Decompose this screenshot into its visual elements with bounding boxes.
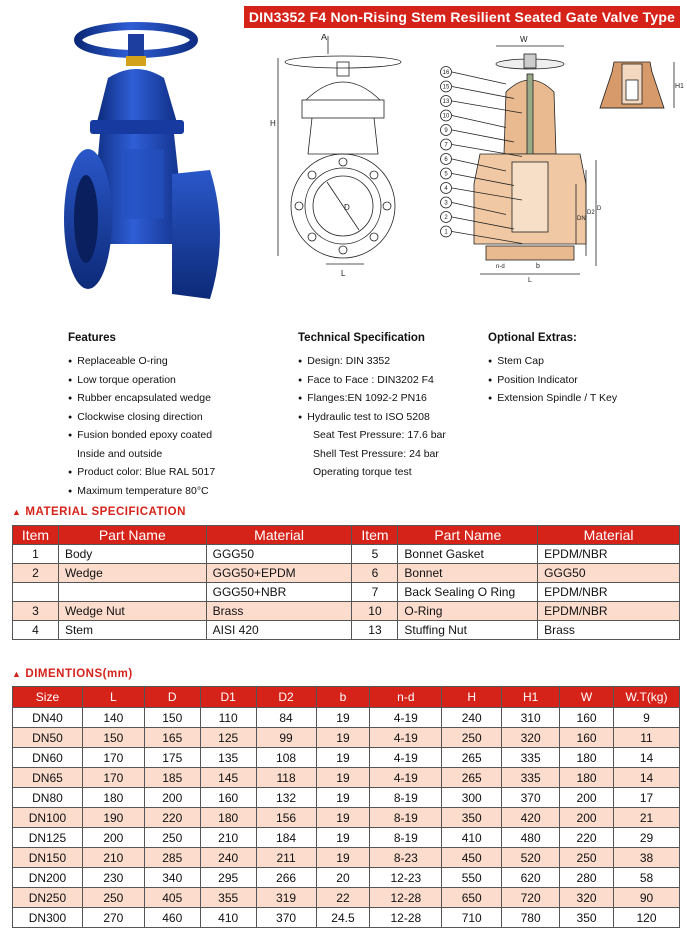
tech-spec-list: [298, 352, 446, 482]
triangle-icon: ▲: [12, 507, 22, 517]
dimensions-cell: 335: [502, 748, 560, 768]
dimensions-cell: 720: [502, 888, 560, 908]
table-row: [13, 602, 680, 621]
material-cell: Bonnet: [398, 564, 538, 583]
material-header-cell: Part Name: [58, 526, 206, 545]
dimensions-cell: 285: [144, 848, 200, 868]
dimensions-cell: 250: [144, 828, 200, 848]
valve-section-drawing: [436, 34, 604, 284]
dimensions-cell: 319: [256, 888, 316, 908]
optional-extras-list: [488, 352, 617, 408]
dimensions-cell: 165: [144, 728, 200, 748]
table-row: [13, 888, 680, 908]
dimensions-cell: 156: [256, 808, 316, 828]
material-cell: 6: [352, 564, 398, 583]
dimensions-cell: 450: [442, 848, 502, 868]
material-cell: 5: [352, 545, 398, 564]
dimensions-cell: 19: [316, 828, 370, 848]
callout-number: 6: [444, 157, 448, 164]
features-section: [68, 332, 215, 500]
dimensions-cell: 125: [200, 728, 256, 748]
dimensions-cell: 20: [316, 868, 370, 888]
dimensions-cell: DN125: [13, 828, 83, 848]
dimensions-header-cell: Size: [13, 687, 83, 708]
dimensions-cell: 265: [442, 748, 502, 768]
dimensions-cell: 250: [560, 848, 614, 868]
callout-number: 2: [444, 215, 448, 222]
extras-item: ● Stem Cap: [488, 352, 617, 371]
material-cell: EPDM/NBR: [538, 583, 680, 602]
dim-label-dn: DN: [577, 216, 586, 222]
callout-leader: [452, 87, 514, 99]
dimensions-cell: 11: [613, 728, 679, 748]
callout-number: 7: [444, 142, 448, 149]
tech-item: Shell Test Pressure: 24 bar: [313, 447, 439, 460]
dimensions-cell: 405: [144, 888, 200, 908]
tech-item: ● Flanges:EN 1092-2 PN16: [298, 389, 446, 408]
dim-label-l: L: [528, 277, 532, 284]
table-row: [13, 564, 680, 583]
dimensions-cell: 180: [82, 788, 144, 808]
callout-number: 4: [444, 186, 448, 193]
dimensions-cell: 710: [442, 908, 502, 928]
valve-photo: [60, 14, 230, 306]
material-cell: 4: [13, 621, 59, 640]
dimensions-header-cell: D2: [256, 687, 316, 708]
dimensions-cell: 350: [442, 808, 502, 828]
callout-number: 1: [444, 229, 448, 236]
dimensions-cell: 175: [144, 748, 200, 768]
dim-label-nd: n-d: [496, 264, 505, 270]
dimensions-cell: 19: [316, 808, 370, 828]
material-cell: O-Ring: [398, 602, 538, 621]
table-row: [13, 621, 680, 640]
table-row: [13, 708, 680, 728]
dimensions-cell: 180: [560, 748, 614, 768]
extras-item: ● Extension Spindle / T Key: [488, 389, 617, 408]
material-cell: Wedge: [58, 564, 206, 583]
dimensions-cell: 160: [560, 708, 614, 728]
dimensions-cell: 135: [200, 748, 256, 768]
material-cell: GGG50+EPDM: [206, 564, 352, 583]
dimensions-cell: 4-19: [370, 768, 442, 788]
dimensions-cell: 4-19: [370, 728, 442, 748]
features-item: ● Rubber encapsulated wedge: [68, 389, 215, 408]
dimensions-cell: 160: [560, 728, 614, 748]
dimensions-cell: 118: [256, 768, 316, 788]
dimensions-cell: 19: [316, 768, 370, 788]
dimensions-cell: 14: [613, 768, 679, 788]
material-cell: Brass: [206, 602, 352, 621]
material-header-cell: Item: [352, 526, 398, 545]
dimensions-cell: 355: [200, 888, 256, 908]
tech-item: Seat Test Pressure: 17.6 bar: [313, 429, 446, 441]
dimensions-cell: 9: [613, 708, 679, 728]
valve-front-drawing: [248, 34, 434, 284]
dimensions-cell: 250: [442, 728, 502, 748]
dimensions-cell: 410: [442, 828, 502, 848]
dimensions-cell: 38: [613, 848, 679, 868]
material-cell: Back Sealing O Ring: [398, 583, 538, 602]
dimensions-cell: 14: [613, 748, 679, 768]
dim-label-a: A: [321, 34, 328, 42]
dimensions-cell: 110: [200, 708, 256, 728]
dimensions-title-text: DIMENTIONS(mm): [25, 668, 133, 680]
material-header-cell: Material: [538, 526, 680, 545]
callout-leader: [452, 72, 506, 84]
dimensions-cell: 310: [502, 708, 560, 728]
dimensions-cell: 180: [200, 808, 256, 828]
dimensions-cell: 99: [256, 728, 316, 748]
material-cell: 3: [13, 602, 59, 621]
table-row: [13, 748, 680, 768]
material-cell: GGG50+NBR: [206, 583, 352, 602]
material-cell: GGG50: [538, 564, 680, 583]
table-row: [13, 545, 680, 564]
triangle-icon: ▲: [12, 669, 22, 679]
dimensions-header-cell: b: [316, 687, 370, 708]
callout-number: 3: [444, 200, 448, 207]
dimensions-cell: 520: [502, 848, 560, 868]
dimensions-cell: DN300: [13, 908, 83, 928]
table-row: [13, 808, 680, 828]
dimensions-header-cell: H: [442, 687, 502, 708]
dimensions-cell: 780: [502, 908, 560, 928]
dimensions-cell: 132: [256, 788, 316, 808]
dimensions-cell: 90: [613, 888, 679, 908]
dimensions-cell: 220: [144, 808, 200, 828]
dimensions-cell: 29: [613, 828, 679, 848]
material-spec-table: [12, 525, 680, 640]
dimensions-cell: 300: [442, 788, 502, 808]
table-row: [13, 868, 680, 888]
tech-item: Operating torque test: [313, 466, 412, 478]
dimensions-cell: 190: [82, 808, 144, 828]
table-row: [13, 788, 680, 808]
page-title: DIN3352 F4 Non-Rising Stem Resilient Seated Gate Valve Type B: [244, 6, 680, 28]
callout-leader: [452, 116, 506, 128]
dimensions-cell: 210: [82, 848, 144, 868]
dimensions-cell: 420: [502, 808, 560, 828]
dimensions-cell: 170: [82, 768, 144, 788]
extras-item: ● Position Indicator: [488, 371, 617, 390]
dimensions-cell: 8-19: [370, 788, 442, 808]
material-cell: Stuffing Nut: [398, 621, 538, 640]
callout-number: 16: [442, 70, 450, 77]
dimensions-cell: 12-23: [370, 868, 442, 888]
dimensions-cell: 550: [442, 868, 502, 888]
material-cell: 10: [352, 602, 398, 621]
dimensions-cell: 650: [442, 888, 502, 908]
dimensions-cell: 266: [256, 868, 316, 888]
callout-number: 10: [442, 113, 450, 120]
dimensions-cell: 240: [442, 708, 502, 728]
material-cell: EPDM/NBR: [538, 545, 680, 564]
tech-item: ● Face to Face : DIN3202 F4: [298, 371, 446, 390]
dimensions-cell: 340: [144, 868, 200, 888]
dimensions-cell: 200: [560, 808, 614, 828]
dimensions-cell: 200: [82, 828, 144, 848]
dimensions-cell: 120: [613, 908, 679, 928]
dimensions-cell: 370: [256, 908, 316, 928]
dim-label-h: H: [270, 119, 276, 128]
material-header-cell: Material: [206, 526, 352, 545]
dimensions-cell: DN100: [13, 808, 83, 828]
material-spec-title: [12, 506, 186, 518]
dimensions-cell: DN80: [13, 788, 83, 808]
dimensions-cell: 170: [82, 748, 144, 768]
dimensions-cell: 460: [144, 908, 200, 928]
material-cell: [58, 583, 206, 602]
dimensions-cell: 620: [502, 868, 560, 888]
dimensions-cell: 240: [200, 848, 256, 868]
dimensions-cell: 220: [560, 828, 614, 848]
dimensions-cell: 185: [144, 768, 200, 788]
dimensions-cell: 8-23: [370, 848, 442, 868]
dimensions-cell: 160: [200, 788, 256, 808]
dimensions-cell: 184: [256, 828, 316, 848]
table-row: [13, 728, 680, 748]
dimensions-cell: 4-19: [370, 708, 442, 728]
dimensions-header-cell: D: [144, 687, 200, 708]
dimensions-cell: 24.5: [316, 908, 370, 928]
dimensions-cell: 19: [316, 728, 370, 748]
dimensions-title: [12, 668, 133, 680]
dimensions-header-cell: W.T(kg): [613, 687, 679, 708]
tech-item: ● Hydraulic test to ISO 5208: [298, 408, 446, 427]
dimensions-cell: 19: [316, 788, 370, 808]
dimensions-cell: 200: [144, 788, 200, 808]
material-cell: Bonnet Gasket: [398, 545, 538, 564]
material-header-cell: Part Name: [398, 526, 538, 545]
dimensions-cell: 230: [82, 868, 144, 888]
dimensions-header-cell: L: [82, 687, 144, 708]
material-cell: Stem: [58, 621, 206, 640]
dim-label-d2: D2: [587, 210, 595, 216]
dimensions-cell: 320: [502, 728, 560, 748]
dim-label-d: D: [344, 203, 350, 212]
dimensions-header-cell: n-d: [370, 687, 442, 708]
features-item: ● Low torque operation: [68, 371, 215, 390]
features-item: ● Maximum temperature 80°C: [68, 482, 215, 501]
material-cell: EPDM/NBR: [538, 602, 680, 621]
material-header-cell: Item: [13, 526, 59, 545]
dimensions-cell: 58: [613, 868, 679, 888]
features-item: ● Replaceable O-ring: [68, 352, 215, 371]
dimensions-header-cell: D1: [200, 687, 256, 708]
dim-label-l: L: [341, 269, 346, 278]
material-cell: AISI 420: [206, 621, 352, 640]
dim-label-h1: H1: [675, 83, 684, 90]
dimensions-cell: 335: [502, 768, 560, 788]
dimensions-cell: 21: [613, 808, 679, 828]
material-cell: 2: [13, 564, 59, 583]
features-list: [68, 352, 215, 500]
dimensions-cell: 140: [82, 708, 144, 728]
dimensions-cell: 265: [442, 768, 502, 788]
dimensions-cell: DN200: [13, 868, 83, 888]
features-item: ● Fusion bonded epoxy coated: [68, 426, 215, 445]
material-cell: GGG50: [206, 545, 352, 564]
material-cell: 7: [352, 583, 398, 602]
dimensions-cell: 19: [316, 848, 370, 868]
dimensions-cell: 8-19: [370, 808, 442, 828]
dimensions-cell: 150: [144, 708, 200, 728]
dimensions-cell: 19: [316, 708, 370, 728]
dimensions-cell: 210: [200, 828, 256, 848]
dimensions-table: [12, 686, 680, 928]
table-row: [13, 828, 680, 848]
dimensions-cell: 22: [316, 888, 370, 908]
dimensions-header-cell: H1: [502, 687, 560, 708]
dimensions-cell: DN150: [13, 848, 83, 868]
dimensions-cell: 270: [82, 908, 144, 928]
callout-number: 15: [442, 84, 450, 91]
dimensions-cell: 480: [502, 828, 560, 848]
dimensions-cell: DN250: [13, 888, 83, 908]
callout-number: 5: [444, 171, 448, 178]
material-cell: 1: [13, 545, 59, 564]
features-item: Inside and outside: [77, 447, 163, 460]
dimensions-cell: 4-19: [370, 748, 442, 768]
material-cell: 13: [352, 621, 398, 640]
dimensions-cell: 12-28: [370, 908, 442, 928]
dim-label-w: W: [520, 35, 528, 44]
optional-extras-heading: Optional Extras:: [488, 332, 577, 344]
dimensions-cell: 250: [82, 888, 144, 908]
dimensions-cell: 295: [200, 868, 256, 888]
tech-item: ● Design: DIN 3352: [298, 352, 446, 371]
material-spec-title-text: MATERIAL SPECIFICATION: [25, 506, 186, 518]
material-cell: [13, 583, 59, 602]
dimensions-cell: 108: [256, 748, 316, 768]
dimensions-cell: 17: [613, 788, 679, 808]
table-row: [13, 908, 680, 928]
dimensions-cell: 8-19: [370, 828, 442, 848]
dimensions-cell: DN50: [13, 728, 83, 748]
dimensions-cell: 180: [560, 768, 614, 788]
dimensions-cell: 350: [560, 908, 614, 928]
dimensions-header-cell: W: [560, 687, 614, 708]
table-row: [13, 583, 680, 602]
dimensions-cell: 320: [560, 888, 614, 908]
dimensions-cell: 410: [200, 908, 256, 928]
features-heading: Features: [68, 332, 116, 344]
callout-number: 13: [442, 99, 450, 106]
features-item: ● Clockwise closing direction: [68, 408, 215, 427]
dimensions-cell: 370: [502, 788, 560, 808]
material-cell: Brass: [538, 621, 680, 640]
dimensions-cell: 12-28: [370, 888, 442, 908]
tech-spec-section: [298, 332, 446, 482]
dim-label-b: b: [536, 263, 540, 270]
dimensions-cell: 150: [82, 728, 144, 748]
dimensions-cell: DN65: [13, 768, 83, 788]
table-row: [13, 848, 680, 868]
callout-number: 9: [444, 128, 448, 135]
tech-spec-heading: Technical Specification: [298, 332, 425, 344]
dimensions-cell: 200: [560, 788, 614, 808]
dimensions-cell: 145: [200, 768, 256, 788]
stem-cap-detail-drawing: [594, 50, 686, 132]
table-row: [13, 768, 680, 788]
dimensions-cell: DN60: [13, 748, 83, 768]
dimensions-cell: 84: [256, 708, 316, 728]
dimensions-cell: 280: [560, 868, 614, 888]
features-item: ● Product color: Blue RAL 5017: [68, 463, 215, 482]
dimensions-cell: DN40: [13, 708, 83, 728]
dimensions-cell: 211: [256, 848, 316, 868]
optional-extras-section: [488, 332, 617, 408]
dim-label-d: D: [597, 206, 602, 212]
dimensions-cell: 19: [316, 748, 370, 768]
material-cell: Wedge Nut: [58, 602, 206, 621]
material-cell: Body: [58, 545, 206, 564]
